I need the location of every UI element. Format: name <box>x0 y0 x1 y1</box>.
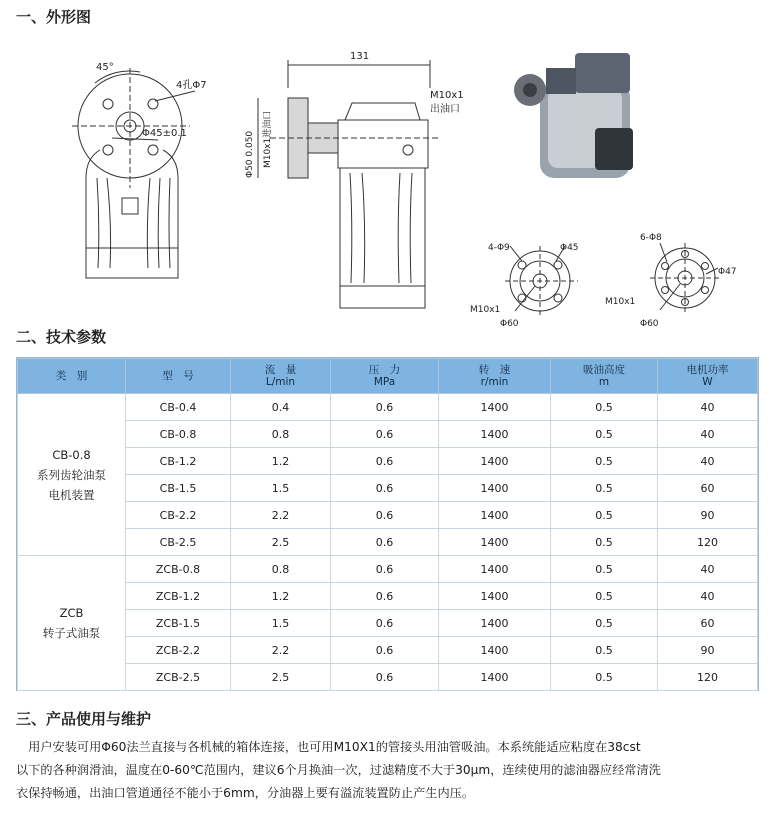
table-cell: 0.6 <box>331 394 439 421</box>
spec-table <box>17 358 758 691</box>
table-cell: 0.6 <box>331 556 439 583</box>
category-line: 转子式油泵 <box>42 626 101 640</box>
v1-m10-label: M10x1 <box>470 305 501 315</box>
table-cell: 2.2 <box>231 637 331 664</box>
table-cell: 0.4 <box>231 394 331 421</box>
v1-dia60-label: Φ60 <box>500 319 519 328</box>
category-cell <box>18 394 126 556</box>
header-motor-power: 电机功率 W <box>658 359 758 394</box>
table-cell: 90 <box>658 637 758 664</box>
table-row <box>18 583 758 610</box>
table-cell: 1.5 <box>231 610 331 637</box>
table-row <box>18 610 758 637</box>
table-cell: ZCB-0.8 <box>126 556 231 583</box>
table-cell: 0.5 <box>551 664 658 691</box>
table-cell: 0.6 <box>331 448 439 475</box>
table-cell: 40 <box>658 556 758 583</box>
table-cell: 0.5 <box>551 583 658 610</box>
table-cell: 0.6 <box>331 610 439 637</box>
table-cell: 0.5 <box>551 502 658 529</box>
table-cell: 120 <box>658 529 758 556</box>
v2-m10-label: M10x1 <box>605 297 636 307</box>
table-row <box>18 529 758 556</box>
header-pressure: 压 力 MPa <box>331 359 439 394</box>
section-title-specs: 二、技术参数 <box>16 328 107 346</box>
front-view-drawing <box>72 68 195 278</box>
table-cell: 0.8 <box>231 556 331 583</box>
flange-view-6-holes <box>650 243 722 314</box>
table-cell: 1400 <box>439 529 551 556</box>
table-cell: ZCB-2.5 <box>126 664 231 691</box>
table-cell: CB-2.5 <box>126 529 231 556</box>
flange-diameter-label: Φ45±0.1 <box>142 128 187 139</box>
table-cell: CB-0.8 <box>126 421 231 448</box>
table-cell: CB-1.5 <box>126 475 231 502</box>
category-line: 电机装置 <box>48 487 95 502</box>
table-cell: 1400 <box>439 448 551 475</box>
table-row <box>18 448 758 475</box>
table-cell: 1400 <box>439 637 551 664</box>
table-cell: 0.6 <box>331 421 439 448</box>
table-cell: 1400 <box>439 421 551 448</box>
header-category: 类 别 <box>18 359 126 394</box>
header-flow: 流 量 L/min <box>231 359 331 394</box>
header-suction-height: 吸油高度 m <box>551 359 658 394</box>
table-cell: 0.8 <box>231 421 331 448</box>
table-header-row <box>18 359 758 394</box>
table-cell: 1.2 <box>231 583 331 610</box>
table-cell: 40 <box>658 583 758 610</box>
table-cell: ZCB-2.2 <box>126 637 231 664</box>
usage-line: 衣保持畅通，出油口管道通径不能小于6mm，分油器上要有溢流装置防止产生内压。 <box>16 786 475 800</box>
table-row <box>18 394 758 421</box>
pump-photo <box>514 53 633 178</box>
v1-holes-label: 4-Φ9 <box>488 243 510 253</box>
table-cell: CB-1.2 <box>126 448 231 475</box>
table-cell: 40 <box>658 421 758 448</box>
inlet-label: M10x1进油口 <box>263 110 273 168</box>
section-title-usage: 三、产品使用与维护 <box>16 710 152 728</box>
angle-label: 45° <box>96 62 114 73</box>
category-line: ZCB <box>59 606 84 620</box>
table-cell: 2.5 <box>231 529 331 556</box>
outlet-thread-label: M10x1 <box>430 90 464 101</box>
table-cell: 60 <box>658 475 758 502</box>
table-cell: 1400 <box>439 475 551 502</box>
table-row <box>18 664 758 691</box>
table-cell: 1400 <box>439 556 551 583</box>
table-cell: CB-2.2 <box>126 502 231 529</box>
table-cell: 0.5 <box>551 394 658 421</box>
header-speed: 转 速 r/min <box>439 359 551 394</box>
flange-view-4-holes <box>505 246 578 316</box>
table-cell: 1400 <box>439 502 551 529</box>
table-cell: 1.2 <box>231 448 331 475</box>
side-view-drawing <box>258 60 440 308</box>
table-cell: 40 <box>658 394 758 421</box>
spec-table-wrapper <box>16 357 759 691</box>
outlet-label: 出油口 <box>430 104 460 115</box>
v2-dia47-label: Φ47 <box>718 267 737 277</box>
phi50-label: Φ50 0.050 <box>245 130 255 178</box>
v2-holes-label: 6-Φ8 <box>640 233 662 243</box>
table-cell: ZCB-1.2 <box>126 583 231 610</box>
table-cell: 0.6 <box>331 529 439 556</box>
table-cell: 0.6 <box>331 502 439 529</box>
category-cell <box>18 556 126 691</box>
table-cell: CB-0.4 <box>126 394 231 421</box>
category-line: CB-0.8 <box>52 447 91 462</box>
v1-dia45-label: Φ45 <box>560 243 579 253</box>
table-cell: 1400 <box>439 610 551 637</box>
usage-line: 以下的各种润滑油，温度在0-60℃范围内，建议6个月换油一次，过滤精度不大于30μm，连续使用的滤油器应经常清洗 <box>16 763 661 777</box>
table-cell: 2.2 <box>231 502 331 529</box>
section-title-outline: 一、外形图 <box>16 8 92 26</box>
outline-drawings <box>0 28 775 328</box>
table-cell: 0.5 <box>551 610 658 637</box>
usage-paragraph <box>16 736 764 805</box>
table-row <box>18 502 758 529</box>
v2-dia60-label: Φ60 <box>640 319 659 328</box>
table-cell: 120 <box>658 664 758 691</box>
table-cell: 90 <box>658 502 758 529</box>
table-cell: 0.5 <box>551 637 658 664</box>
table-cell: 1400 <box>439 664 551 691</box>
table-row <box>18 637 758 664</box>
table-row <box>18 475 758 502</box>
table-cell: 0.6 <box>331 664 439 691</box>
table-row <box>18 556 758 583</box>
usage-line: 用户安装可用Φ60法兰直接与各机械的箱体连接，也可用M10X1的管接头用油管吸油。本系统能适应粘度在38cst <box>16 740 641 754</box>
width-dimension: 131 <box>350 51 370 62</box>
holes-label: 4孔Φ7 <box>176 80 207 91</box>
header-model: 型 号 <box>126 359 231 394</box>
table-cell: 60 <box>658 610 758 637</box>
table-cell: 0.5 <box>551 529 658 556</box>
table-row <box>18 421 758 448</box>
table-cell: 0.5 <box>551 421 658 448</box>
table-cell: 0.6 <box>331 637 439 664</box>
table-cell: 2.5 <box>231 664 331 691</box>
table-cell: 0.5 <box>551 475 658 502</box>
table-cell: 1.5 <box>231 475 331 502</box>
table-cell: 0.6 <box>331 583 439 610</box>
table-cell: 40 <box>658 448 758 475</box>
table-cell: 0.5 <box>551 448 658 475</box>
table-cell: ZCB-1.5 <box>126 610 231 637</box>
table-cell: 0.6 <box>331 475 439 502</box>
table-cell: 1400 <box>439 394 551 421</box>
table-body <box>18 394 758 691</box>
table-cell: 0.5 <box>551 556 658 583</box>
category-line: 系列齿轮油泵 <box>37 467 106 482</box>
table-cell: 1400 <box>439 583 551 610</box>
